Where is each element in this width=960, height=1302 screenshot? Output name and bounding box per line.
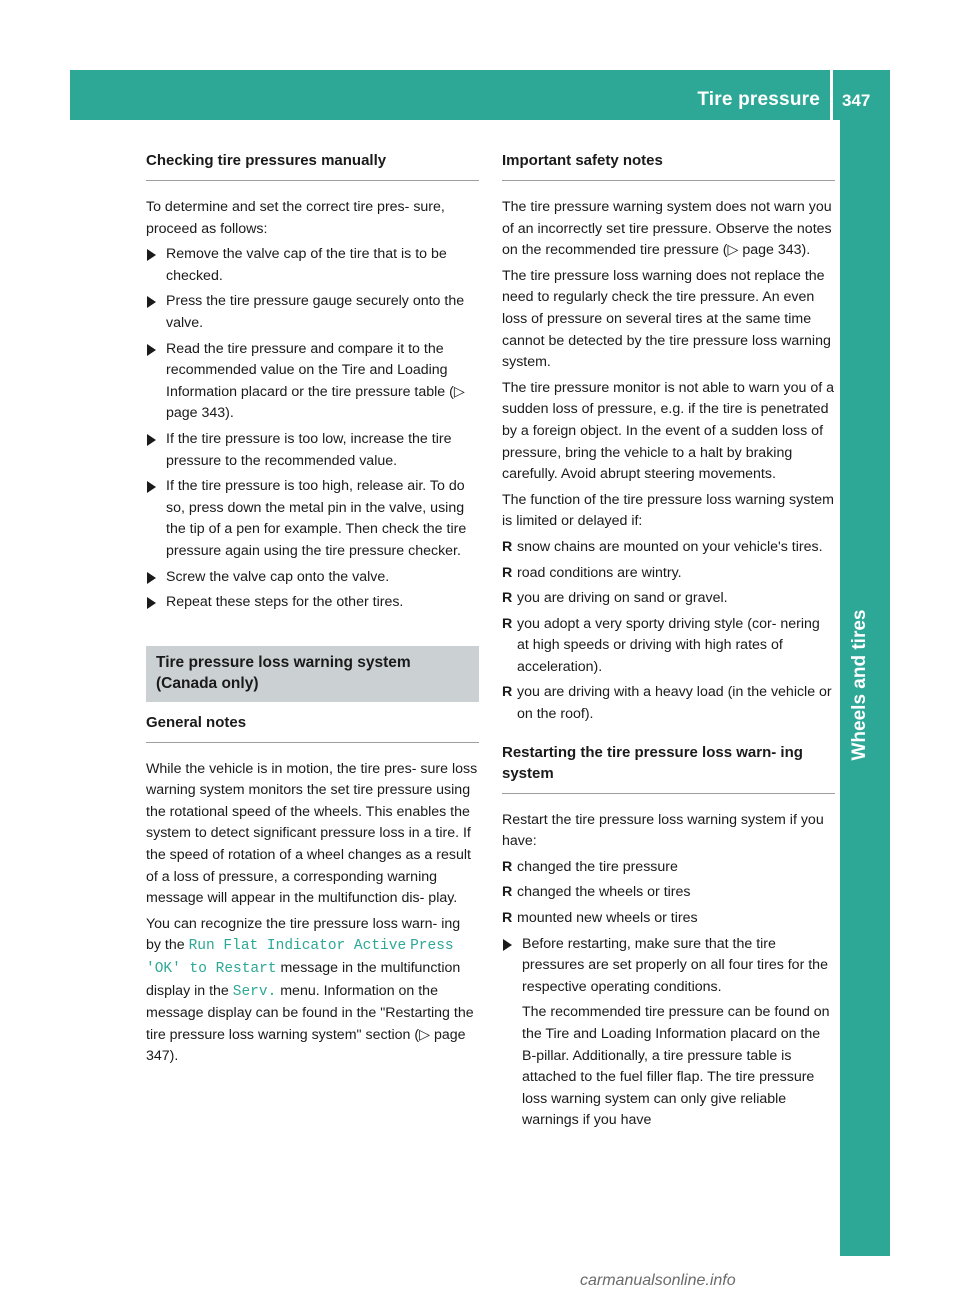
display-message-press-ok: Press 'OK' to Restart xyxy=(146,938,454,978)
heading-restarting-system: Restarting the tire pressure loss warn- ing system xyxy=(502,742,835,794)
safety-paragraph-4: The function of the tire pressure loss warning system is limited or delayed if: xyxy=(502,491,834,530)
bullet-mark: R xyxy=(502,564,513,581)
recognize-text-2: message in the multifunction display in the xyxy=(146,960,461,999)
bullet-mark: R xyxy=(502,615,513,632)
left-column xyxy=(146,150,479,1068)
list-item: R you are driving with a heavy load (in the vehicle or on the roof). xyxy=(502,684,832,723)
list-item: R snow chains are mounted on your vehicle's tires. xyxy=(502,537,835,559)
heading-checking-tire-pressures: Checking tire pressures manually xyxy=(146,150,479,181)
list-item: R road conditions are wintry. xyxy=(502,563,835,585)
bullet-mark: R xyxy=(502,684,513,701)
bullet-mark: R xyxy=(502,858,513,875)
restart-paragraph: Restart the tire pressure loss warning system if you have: xyxy=(502,811,824,850)
safety-paragraph-3: The tire pressure monitor is not able to warn you of a sudden loss of pressure, e.g. if the tire is penetrated by a foreign object. In the event of a sudden loss of pressure, bring the vehicle to a halt by braking carefully. Avoid abrupt steering movements. xyxy=(502,379,834,483)
safety-paragraph-2: The tire pressure loss warning does not replace the need to regularly check the tire pressure. An even loss of pressure on several tires at the same time cannot be detected by the tire pressure loss warning system. xyxy=(502,267,831,371)
step-item: Repeat these steps for the other tires. xyxy=(146,592,479,614)
chapter-marker-block xyxy=(850,844,890,884)
header-divider xyxy=(830,70,833,120)
page-title: Tire pressure xyxy=(697,89,820,110)
step-item: Screw the valve cap onto the valve. xyxy=(146,567,479,589)
display-menu-serv: Serv. xyxy=(232,983,277,1000)
safety-paragraph-1: The tire pressure warning system does not warn you of an incorrectly set tire pressure. Observe the notes on the recommended tire pressure (▷ page 343). xyxy=(502,199,832,259)
section-heading-box xyxy=(146,646,479,702)
step-item: Press the tire pressure gauge securely onto the valve. xyxy=(146,291,479,334)
page-number: 347 xyxy=(842,91,871,110)
list-item: R you are driving on sand or gravel. xyxy=(502,588,835,610)
intro-paragraph: To determine and set the correct tire pres- sure, proceed as follows: xyxy=(146,199,445,237)
step-item: If the tire pressure is too low, increase the tire pressure to the recommended value. xyxy=(146,429,479,472)
bullet-mark: R xyxy=(502,910,513,927)
chapter-label: Wheels and tires xyxy=(849,609,870,761)
list-item: R mounted new wheels or tires xyxy=(502,908,835,930)
recognize-text-1: You can recognize the tire pressure loss warn- ing by the xyxy=(146,915,461,954)
recognize-warning-paragraph xyxy=(146,914,479,1068)
heading-important-safety-notes: Important safety notes xyxy=(502,150,835,181)
list-item: R you adopt a very sporty driving style (cor- nering at high speeds or driving with high rates of acceleration). xyxy=(502,615,820,675)
step-item: Before restarting, make sure that the tire pressures are set properly on all four tires for the respective operating conditions. xyxy=(502,934,835,999)
step-item: Read the tire pressure and compare it to the recommended value on the Tire and Loading Information placard or the tire pressure table (▷ page 343). xyxy=(146,339,479,425)
bullet-mark: R xyxy=(502,590,513,607)
watermark-text: carmanualsonline.info xyxy=(580,1272,736,1289)
step-item: Remove the valve cap of the tire that is to be checked. xyxy=(146,244,479,287)
bullet-mark: R xyxy=(502,538,513,555)
section-title-line-2: (Canada only) xyxy=(156,675,259,693)
general-notes-paragraph: While the vehicle is in motion, the tire pres- sure loss warning system monitors the set tire pressure using the rotational speed of the wheels. This enables the system to detect significant pressure loss in a tire. If the speed of rotation of a wheel changes as a result of a loss of pressure, a corresponding warning message will appear in the multifunction dis- play. xyxy=(146,760,478,907)
right-column xyxy=(502,150,835,1132)
display-message-run-flat: Run Flat Indicator Active xyxy=(188,938,407,955)
list-item: R changed the wheels or tires xyxy=(502,882,835,904)
list-item: R changed the tire pressure xyxy=(502,857,835,879)
bullet-mark: R xyxy=(502,884,513,901)
recognize-text-3: menu. Information on the message display can be found in the "Restarting the tire pressure loss warning system" section (▷ page 347). xyxy=(146,982,474,1065)
step-item: If the tire pressure is too high, release air. To do so, press down the metal pin in the valve, using the tip of a pen for example. Then check the tire pressure again using the tire pressure checker. xyxy=(146,476,479,562)
final-paragraph: The recommended tire pressure can be found on the Tire and Loading Information placard on the B-pillar. Additionally, a tire pressure table is attached to the fuel filler flap. The tire pressure loss warning system can only give reliable warnings if you have xyxy=(522,1004,830,1129)
heading-general-notes: General notes xyxy=(146,712,479,743)
section-title-line-1: Tire pressure loss warning system xyxy=(156,653,411,671)
